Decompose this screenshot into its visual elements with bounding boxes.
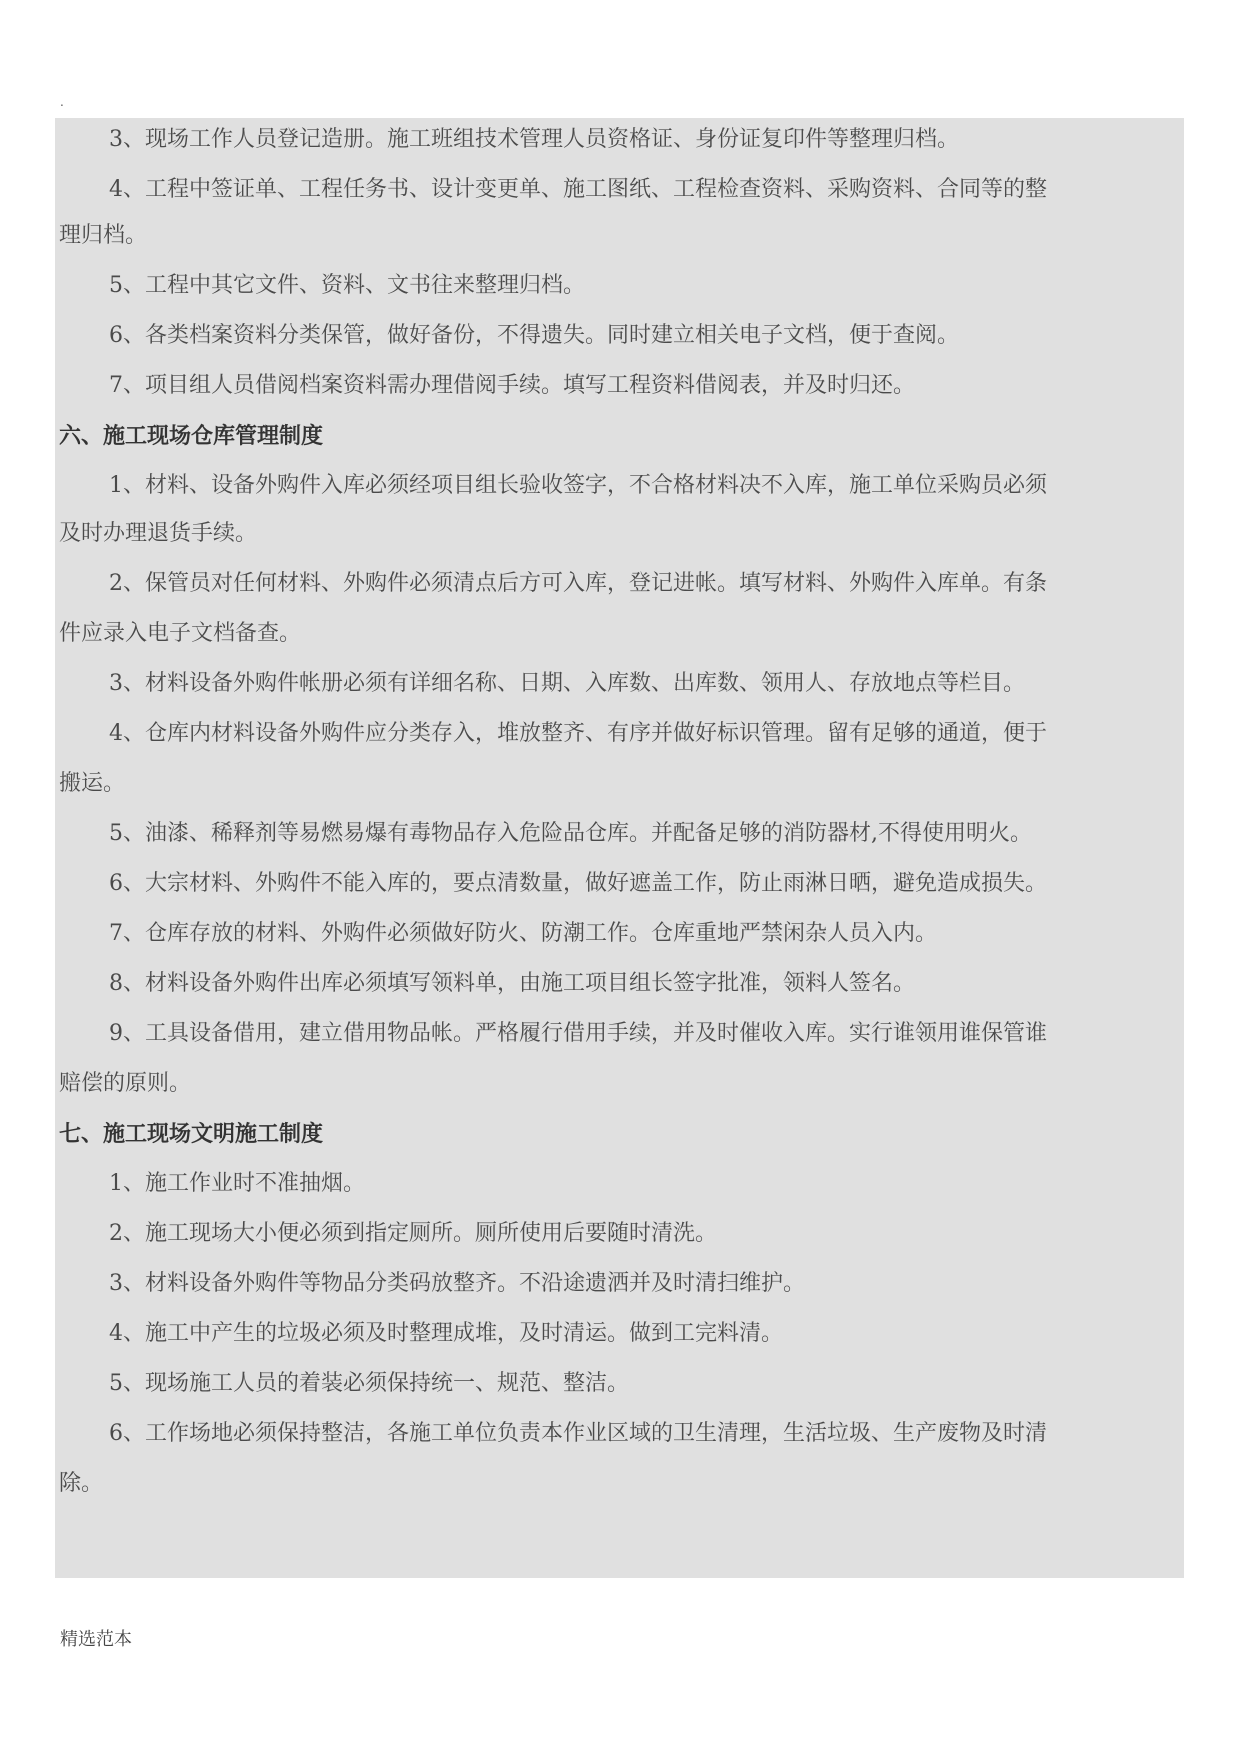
paragraph-line: 理归档。 (59, 223, 148, 248)
top-mark: . (60, 95, 64, 109)
paragraph-line: 5、现场施工人员的着装必须保持统一、规范、整洁。 (109, 1371, 629, 1396)
paragraph-line: 1、施工作业时不准抽烟。 (109, 1171, 365, 1196)
paragraph-line: 7、项目组人员借阅档案资料需办理借阅手续。填写工程资料借阅表，并及时归还。 (109, 373, 915, 398)
paragraph-line: 赔偿的原则。 (59, 1071, 192, 1096)
paragraph-line: 6、工作场地必须保持整洁，各施工单位负责本作业区域的卫生清理，生活垃圾、生产废物及时清 (109, 1421, 1048, 1446)
document-body (55, 118, 1184, 1578)
section-heading: 七、施工现场文明施工制度 (59, 1121, 324, 1147)
paragraph-line: 件应录入电子文档备查。 (59, 621, 302, 646)
paragraph-line: 1、材料、设备外购件入库必须经项目组长验收签字，不合格材料决不入库，施工单位采购员必须 (109, 473, 1048, 498)
paragraph-line: 8、材料设备外购件出库必须填写领料单，由施工项目组长签字批准，领料人签名。 (109, 971, 915, 996)
paragraph-line: 除。 (59, 1471, 104, 1496)
paragraph-line: 搬运。 (59, 771, 126, 796)
paragraph-line: 4、工程中签证单、工程任务书、设计变更单、施工图纸、工程检查资料、采购资料、合同等的整 (109, 177, 1048, 202)
page-footer: 精选范本 (60, 1629, 132, 1650)
section-heading: 六、施工现场仓库管理制度 (59, 423, 324, 449)
paragraph-line: 3、材料设备外购件帐册必须有详细名称、日期、入库数、出库数、领用人、存放地点等栏目。 (109, 671, 1026, 696)
paragraph-line: 6、大宗材料、外购件不能入库的，要点清数量，做好遮盖工作，防止雨淋日晒，避免造成损失。 (109, 871, 1048, 896)
paragraph-line: 5、工程中其它文件、资料、文书往来整理归档。 (109, 273, 585, 298)
paragraph-line: 7、仓库存放的材料、外购件必须做好防火、防潮工作。仓库重地严禁闲杂人员入内。 (109, 921, 937, 946)
paragraph-line: 3、材料设备外购件等物品分类码放整齐。不沿途遗洒并及时清扫维护。 (109, 1271, 805, 1296)
paragraph-line: 9、工具设备借用，建立借用物品帐。严格履行借用手续，并及时催收入库。实行谁领用谁保管谁 (109, 1021, 1048, 1046)
paragraph-line: 5、油漆、稀释剂等易燃易爆有毒物品存入危险品仓库。并配备足够的消防器材,不得使用明火。 (109, 821, 1032, 846)
paragraph-line: 6、各类档案资料分类保管，做好备份，不得遗失。同时建立相关电子文档，便于查阅。 (109, 323, 959, 348)
paragraph-line: 及时办理退货手续。 (59, 521, 258, 546)
paragraph-line: 2、保管员对任何材料、外购件必须清点后方可入库，登记进帐。填写材料、外购件入库单。有条 (109, 571, 1048, 596)
paragraph-line: 4、仓库内材料设备外购件应分类存入，堆放整齐、有序并做好标识管理。留有足够的通道，便于 (109, 721, 1048, 746)
paragraph-line: 2、施工现场大小便必须到指定厕所。厕所使用后要随时清洗。 (109, 1221, 717, 1246)
paragraph-line: 4、施工中产生的垃圾必须及时整理成堆，及时清运。做到工完料清。 (109, 1321, 783, 1346)
paragraph-line: 3、现场工作人员登记造册。施工班组技术管理人员资格证、身份证复印件等整理归档。 (109, 127, 959, 152)
